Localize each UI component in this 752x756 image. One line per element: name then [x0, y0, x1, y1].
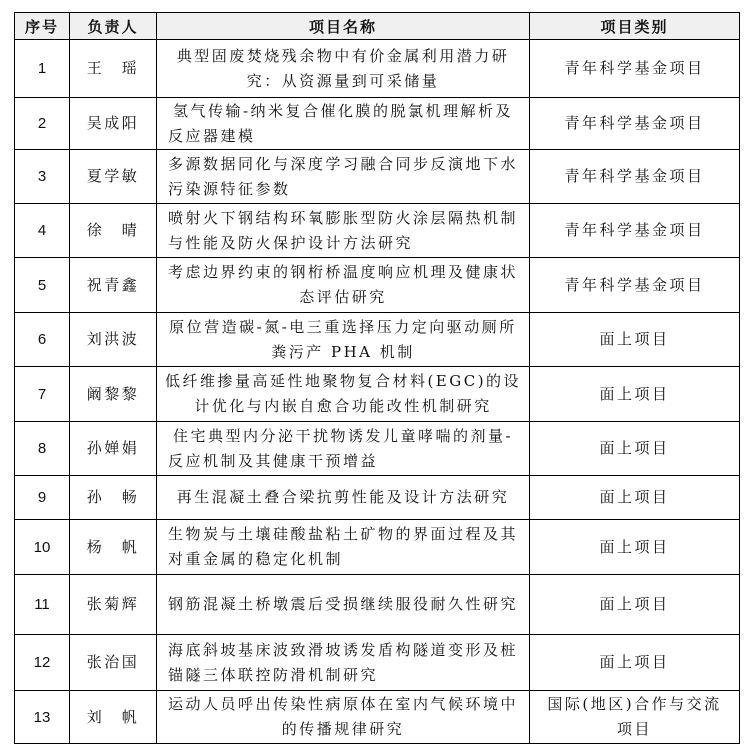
seq-cell: 11 — [15, 575, 70, 635]
project-title-line: 生物炭与土壤硅酸盐粘土矿物的界面过程及其 — [167, 525, 518, 543]
project-title-line: 海底斜坡基床波致滑坡诱发盾构隧道变形及桩 — [167, 640, 518, 659]
project-table — [14, 12, 740, 744]
seq-cell: 9 — [15, 476, 70, 520]
table-row — [15, 150, 740, 204]
table-row — [15, 520, 740, 575]
project-title-line: 原位营造碳-氮-电三重选择压力定向驱动厕所 — [169, 317, 517, 336]
table-row — [15, 476, 740, 520]
project-title-line: 的传播规律研究 — [281, 720, 405, 738]
table-row — [15, 422, 740, 476]
project-category-line: 项目 — [616, 720, 652, 738]
project-title-line: 计优化与内嵌自愈合功能改性机制研究 — [194, 397, 492, 415]
project-title-line: 钢筋混凝土桥墩震后受损继续服役耐久性研究 — [167, 595, 518, 613]
project-title-cell — [157, 520, 530, 575]
leader-cell: 夏学敏 — [70, 150, 157, 204]
project-title-cell — [157, 422, 530, 476]
project-title-line: 氢气传输-纳米复合催化膜的脱氯机理解析及 — [172, 101, 514, 120]
project-title-cell — [157, 635, 530, 691]
project-title-line: 再生混凝土叠合梁抗剪性能及设计方法研究 — [176, 488, 510, 506]
leader-cell: 杨 帆 — [70, 520, 157, 575]
project-category-line: 面上项目 — [599, 653, 670, 671]
table-row — [15, 98, 740, 150]
table-row — [15, 635, 740, 691]
project-category-cell — [530, 635, 740, 691]
project-category-cell — [530, 150, 740, 204]
project-title-cell — [157, 40, 530, 98]
seq-cell: 4 — [15, 204, 70, 258]
project-category-line: 青年科学基金项目 — [564, 59, 705, 77]
project-category-cell — [530, 258, 740, 313]
seq-cell: 8 — [15, 422, 70, 476]
project-title-line: 多源数据同化与深度学习融合同步反演地下水 — [167, 154, 518, 173]
project-title-line: 污染源特征参数 — [168, 179, 291, 198]
leader-cell: 张菊辉 — [70, 575, 157, 635]
seq-cell: 5 — [15, 258, 70, 313]
project-title-line: 典型固废焚烧残余物中有价金属利用潜力研 — [176, 46, 510, 65]
table-row — [15, 313, 740, 367]
project-title-line: 反应器建模 — [168, 126, 256, 145]
table-row — [15, 367, 740, 422]
project-title-line: 住宅典型内分泌干扰物诱发儿童哮喘的剂量- — [172, 426, 514, 445]
table-row — [15, 40, 740, 98]
project-title-cell — [157, 367, 530, 422]
table-row — [15, 691, 740, 744]
leader-cell: 刘洪波 — [70, 313, 157, 367]
leader-cell: 刘 帆 — [70, 691, 157, 744]
project-title-line: 考虑边界约束的钢桁桥温度响应机理及健康状 — [167, 263, 518, 281]
seq-cell: 12 — [15, 635, 70, 691]
project-title-line: 反应机制及其健康干预增益 — [168, 451, 379, 470]
project-title-cell — [157, 150, 530, 204]
header-leader: 负责人 — [70, 13, 157, 40]
project-title-cell — [157, 258, 530, 313]
project-category-line: 国际(地区)合作与交流 — [547, 695, 722, 713]
project-category-cell — [530, 691, 740, 744]
project-category-line: 面上项目 — [599, 595, 670, 613]
leader-cell: 孙婵娟 — [70, 422, 157, 476]
project-category-cell — [530, 422, 740, 476]
project-title-cell — [157, 476, 530, 520]
project-title-cell — [157, 204, 530, 258]
project-category-line: 面上项目 — [599, 537, 670, 556]
project-category-cell — [530, 313, 740, 367]
leader-cell: 王 瑶 — [70, 40, 157, 98]
project-category-line: 青年科学基金项目 — [564, 275, 705, 294]
project-title-line: 态评估研究 — [299, 288, 387, 306]
project-category-cell — [530, 520, 740, 575]
project-title-line: 喷射火下钢结构环氧膨胀型防火涂层隔热机制 — [167, 208, 518, 227]
project-category-line: 面上项目 — [599, 330, 670, 348]
project-category-cell — [530, 575, 740, 635]
seq-cell: 7 — [15, 367, 70, 422]
seq-cell: 10 — [15, 520, 70, 575]
leader-cell: 阚黎黎 — [70, 367, 157, 422]
project-title-cell — [157, 575, 530, 635]
header-project-category: 项目类别 — [530, 13, 740, 40]
leader-cell: 张治国 — [70, 635, 157, 691]
seq-cell: 1 — [15, 40, 70, 98]
seq-cell: 2 — [15, 98, 70, 150]
project-title-line: 与性能及防火保护设计方法研究 — [168, 233, 414, 252]
project-category-line: 青年科学基金项目 — [564, 167, 705, 185]
project-category-cell — [530, 204, 740, 258]
project-title-line: 运动人员呼出传染性病原体在室内气候环境中 — [167, 695, 518, 713]
leader-cell: 吴成阳 — [70, 98, 157, 150]
project-category-line: 青年科学基金项目 — [564, 114, 705, 132]
table-header-row — [15, 13, 740, 40]
table-row — [15, 575, 740, 635]
project-category-cell — [530, 98, 740, 150]
project-title-line: 低纤维掺量高延性地聚物复合材料(EGC)的设 — [164, 372, 522, 390]
project-category-line: 青年科学基金项目 — [564, 221, 705, 239]
seq-cell: 3 — [15, 150, 70, 204]
project-category-cell — [530, 476, 740, 520]
header-project-title: 项目名称 — [157, 13, 530, 40]
leader-cell: 徐 晴 — [70, 204, 157, 258]
project-title-line: 对重金属的稳定化机制 — [168, 550, 344, 568]
project-title-cell — [157, 98, 530, 150]
seq-cell: 13 — [15, 691, 70, 744]
project-title-cell — [157, 691, 530, 744]
project-category-line: 面上项目 — [599, 439, 670, 457]
project-title-line: 锚隧三体联控防滑机制研究 — [168, 665, 379, 684]
leader-cell: 祝青鑫 — [70, 258, 157, 313]
table-row — [15, 204, 740, 258]
project-title-line: 粪污产 PHA 机制 — [271, 342, 415, 361]
project-category-cell — [530, 367, 740, 422]
project-category-cell — [530, 40, 740, 98]
table-body — [15, 40, 740, 744]
table-row — [15, 258, 740, 313]
project-category-line: 面上项目 — [599, 488, 670, 506]
project-title-line: 究：从资源量到可采储量 — [246, 71, 440, 90]
leader-cell: 孙 畅 — [70, 476, 157, 520]
project-category-line: 面上项目 — [599, 384, 670, 403]
seq-cell: 6 — [15, 313, 70, 367]
header-seq: 序号 — [15, 13, 70, 40]
project-title-cell — [157, 313, 530, 367]
